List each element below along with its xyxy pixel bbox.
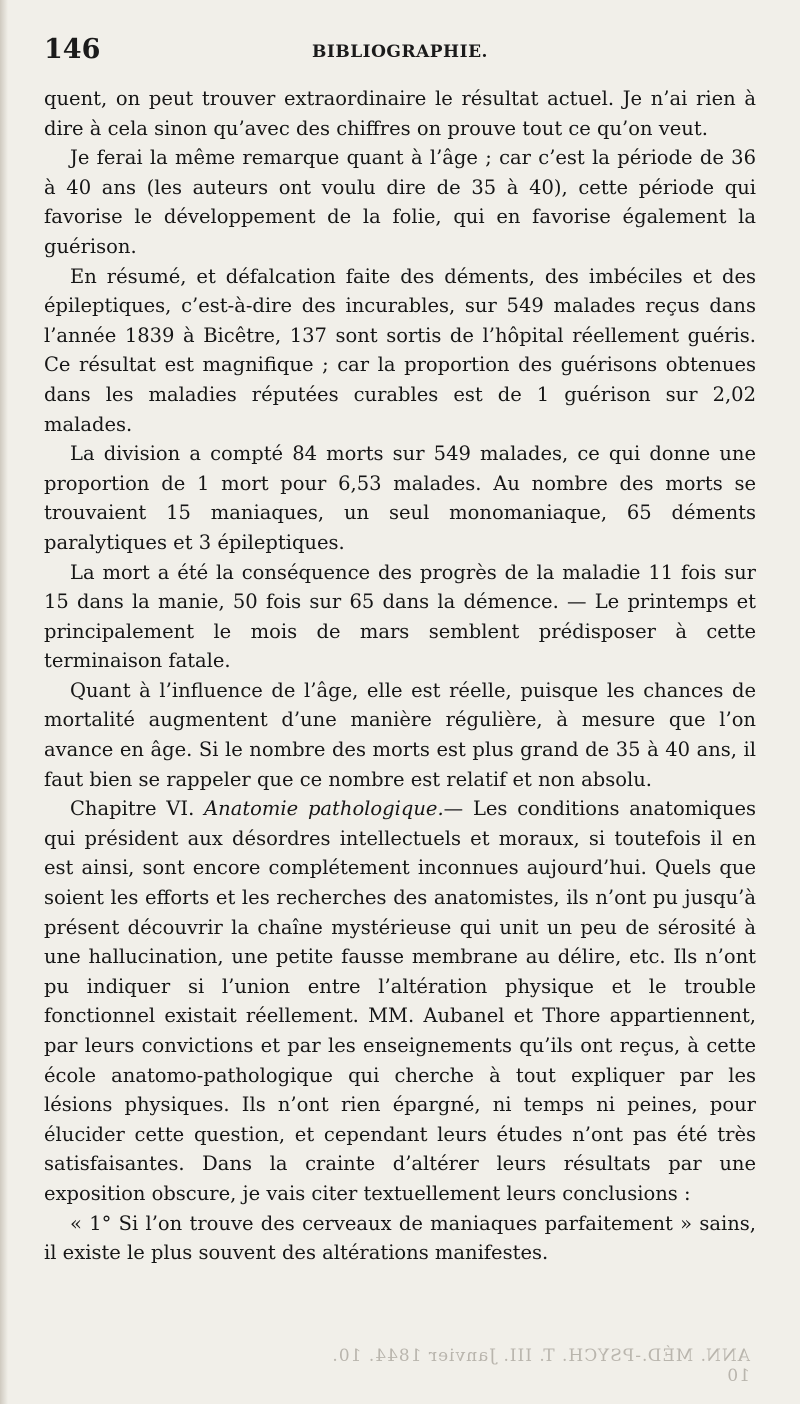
paragraph-4: La division a compté 84 morts sur 549 malades, ce qui donne une proportion de 1 mort pour 6,53 malades. Au nombre des morts se trouvaient 15 maniaques, un seul monomaniaque, 65 déments paralytiques et 3 épileptiques. bbox=[44, 442, 756, 554]
paragraph-3: En résumé, et défalcation faite des déments, des imbéciles et des épileptiques, c’est-à-dire des incurables, sur 549 malades reçus dans l’année 1839 à Bicêtre, 137 sont sortis de l’hôpital réellement guéris. Ce résultat est magnifique ; car la proportion des guérisons obtenues dans les maladies réputées curables est de 1 guérison sur 2,02 malades. bbox=[44, 264, 756, 436]
page-gutter-shadow bbox=[0, 0, 8, 1404]
signature-mark: 10 bbox=[726, 1366, 750, 1386]
body-text bbox=[44, 84, 756, 1268]
chapter-text: — Les conditions anatomiques qui président aux désordres intellectuels et moraux, si toutefois il en est ainsi, sont encore complétement inconnues aujourd’hui. Quels que soient les efforts et les recherches des anatomistes, ils n’ont pu jusqu’à présent découvrir la chaîne mystérieuse qui unit un peu de sérosité à une hallucination, une petite fausse membrane au délire, etc. Ils n’ont pu indiquer si l’union entre l’altération physique et le trouble fonctionnel existait réellement. MM. Aubanel et Thore appartiennent, par leurs convictions et par les enseignements qu’ils ont reçus, à cette école anatomo-pathologique qui cherche à tout expliquer par les lésions physiques. Ils n’ont rien épargné, ni temps ni peines, pour élucider cette question, et cependant leurs études n’ont pas été très satisfaisantes. Dans la crainte d’altérer leurs résultats par une exposition obscure, je vais citer textuellement leurs conclusions : bbox=[44, 797, 756, 1205]
paragraph-5: La mort a été la conséquence des progrès de la maladie 11 fois sur 15 dans la manie, 50 fois sur 65 dans la démence. — Le printemps et principalement le mois de mars semblent prédisposer à cette terminaison fatale. bbox=[44, 560, 756, 673]
page-number: 146 bbox=[44, 34, 101, 65]
paragraph-6: Quant à l’influence de l’âge, elle est réelle, puisque les chances de mortalité augmentent d’une manière régulière, à mesure que l’on avance en âge. Si le nombre des morts est plus grand de 35 à 40 ans, il faut bien se rappeler que ce nombre est relatif et non absolu. bbox=[44, 678, 756, 791]
chapter-label: Chapitre VI. bbox=[70, 797, 195, 821]
footer-text: ANN. MÉD.-PSYCH. T. III. Janvier 1844. 10. bbox=[331, 1346, 750, 1366]
quote-paragraph: « 1° Si l’on trouve des cerveaux de maniaques parfaitement » sains, il existe le plus souvent des altérations manifestes. bbox=[44, 1211, 756, 1265]
chapter-title: Anatomie pathologique. bbox=[204, 797, 444, 821]
paragraph-1: quent, on peut trouver extraordinaire le résultat actuel. Je n’ai rien à dire à cela sinon qu’avec des chiffres on prouve tout ce qu’on veut. bbox=[44, 87, 756, 140]
paragraph-2: Je ferai la même remarque quant à l’âge ; car c’est la période de 36 à 40 ans (les auteurs ont voulu dire de 35 à 40), cette période qui favorise le développement de la folie, qui en favorise également la guérison. bbox=[44, 146, 756, 258]
page-header bbox=[44, 34, 756, 74]
running-head: BIBLIOGRAPHIE. bbox=[312, 42, 488, 62]
bleed-through-footer bbox=[130, 1346, 750, 1386]
chapter-paragraph bbox=[44, 794, 756, 1208]
